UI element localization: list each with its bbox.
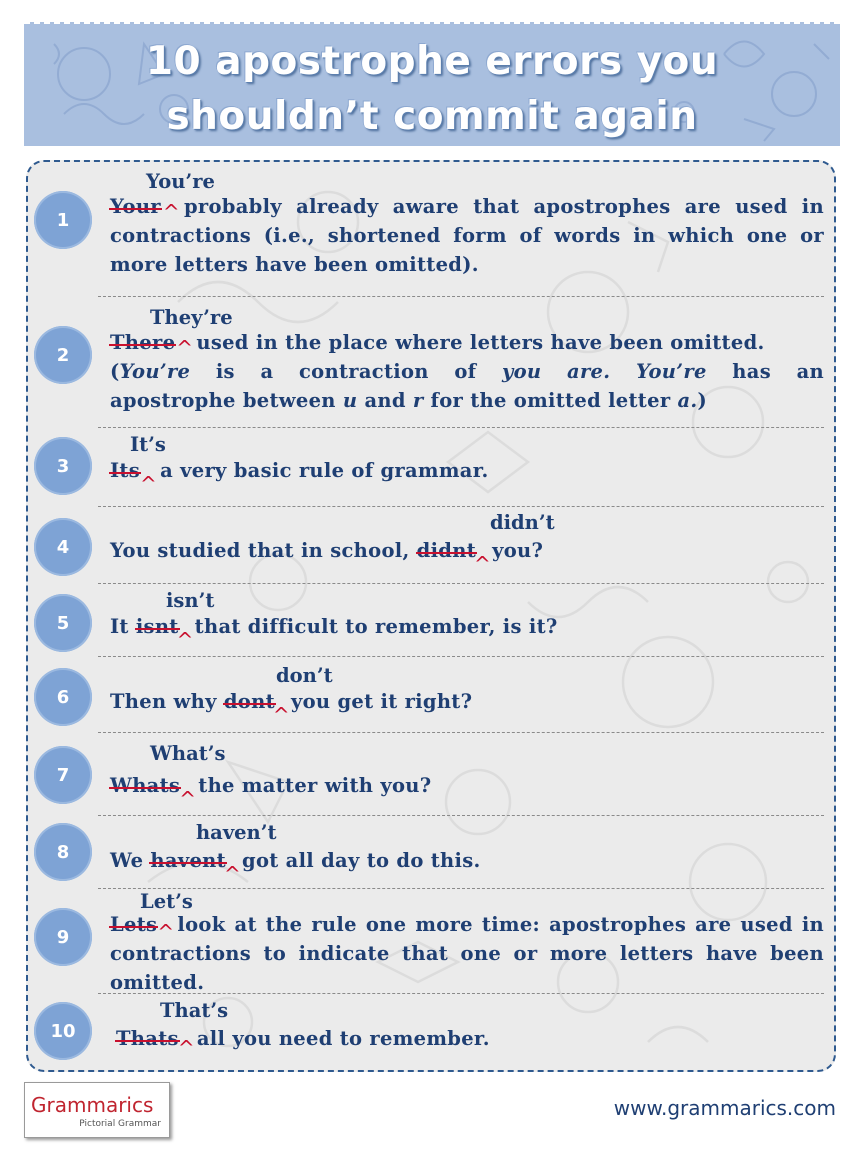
item-separator bbox=[98, 506, 824, 507]
correction-word: isn’t bbox=[166, 589, 215, 612]
item-number-badge: 5 bbox=[34, 594, 92, 652]
incorrect-word: Whats bbox=[110, 774, 181, 797]
sentence-text: has an bbox=[706, 360, 825, 383]
insertion-caret-icon: ^ bbox=[176, 336, 194, 360]
insertion-caret-icon: ^ bbox=[474, 552, 492, 576]
sentence-text: all you need to remember. bbox=[196, 1027, 490, 1050]
sentence-text: apostrophe between bbox=[110, 389, 343, 412]
item-text bbox=[110, 456, 824, 496]
content-panel bbox=[26, 160, 836, 1072]
page-title bbox=[24, 34, 840, 144]
sentence-text: is a contraction of bbox=[190, 360, 502, 383]
item-separator bbox=[98, 583, 824, 584]
incorrect-word: Its bbox=[110, 459, 141, 482]
sentence-text: that difficult to remember, is it? bbox=[194, 615, 558, 638]
item-number-badge: 8 bbox=[34, 823, 92, 881]
correction-word: That’s bbox=[160, 999, 229, 1022]
emphasis-text: you are. bbox=[502, 360, 611, 383]
incorrect-word: Your bbox=[110, 195, 161, 218]
correction-word: You’re bbox=[146, 170, 215, 193]
sentence-text: and bbox=[357, 389, 413, 412]
sentence-text: ( bbox=[110, 360, 120, 383]
correction-word: Let’s bbox=[140, 890, 193, 913]
incorrect-word: Lets bbox=[110, 913, 158, 936]
incorrect-word: didnt bbox=[416, 539, 477, 562]
correction-word: don’t bbox=[276, 664, 333, 687]
emphasis-text: u bbox=[342, 389, 358, 412]
item-separator bbox=[98, 815, 824, 816]
item-text bbox=[110, 192, 824, 279]
sentence-text: look at the rule one more time: apostrophes are used in contractions to indicate that one or more letters have been omitted. bbox=[110, 913, 824, 994]
item-number-badge: 7 bbox=[34, 746, 92, 804]
insertion-caret-icon: ^ bbox=[223, 862, 242, 886]
sentence-text: Then why bbox=[110, 690, 217, 713]
item-text bbox=[116, 1024, 830, 1060]
sentence-text: got all day to do this. bbox=[242, 849, 481, 872]
sentence-text: You studied that in school, bbox=[110, 539, 410, 562]
item-text bbox=[110, 687, 824, 727]
sentence-text: used in the place where letters have been omitted. bbox=[196, 331, 765, 354]
incorrect-word: dont bbox=[223, 690, 275, 713]
sentence-text: ) bbox=[697, 389, 708, 412]
sentence-text: It bbox=[110, 615, 129, 638]
sentence-text: you? bbox=[492, 539, 544, 562]
title-line-2: shouldn’t commit again bbox=[166, 94, 698, 139]
item-number-badge: 10 bbox=[34, 1002, 92, 1060]
correction-word: It’s bbox=[130, 433, 166, 456]
emphasis-text: r bbox=[412, 389, 424, 412]
item-separator bbox=[98, 732, 824, 733]
sentence-text: probably already aware that apostrophes are used in contractions (i.e., shortened form of words in which one or more letters have been omitted). bbox=[110, 195, 824, 276]
item-text bbox=[110, 771, 824, 811]
item-text bbox=[110, 328, 824, 415]
item-number-badge: 3 bbox=[34, 437, 92, 495]
item-separator bbox=[98, 427, 824, 428]
item-text bbox=[110, 612, 824, 652]
title-line-1: 10 apostrophe errors you bbox=[145, 39, 719, 84]
item-number-badge: 1 bbox=[34, 191, 92, 249]
insertion-caret-icon: ^ bbox=[179, 787, 197, 811]
item-number-badge: 6 bbox=[34, 668, 92, 726]
insertion-caret-icon: ^ bbox=[157, 920, 175, 944]
incorrect-word: isnt bbox=[135, 615, 179, 638]
insertion-caret-icon: ^ bbox=[140, 472, 158, 496]
sentence-text: We bbox=[110, 849, 144, 872]
incorrect-word: Thats bbox=[116, 1027, 179, 1050]
item-separator bbox=[98, 888, 824, 889]
emphasis-text: You’re bbox=[119, 360, 191, 383]
website-link[interactable]: www.grammarics.com bbox=[613, 1096, 836, 1120]
correction-word: They’re bbox=[150, 306, 233, 329]
insertion-caret-icon: ^ bbox=[176, 628, 194, 652]
sentence-text: you get it right? bbox=[290, 690, 473, 713]
incorrect-word: havent bbox=[150, 849, 226, 872]
insertion-caret-icon: ^ bbox=[177, 1036, 195, 1060]
item-separator bbox=[98, 656, 824, 657]
correction-word: haven’t bbox=[196, 821, 277, 844]
grammarics-logo[interactable] bbox=[24, 1082, 170, 1138]
emphasis-text: a. bbox=[677, 389, 698, 412]
insertion-caret-icon: ^ bbox=[272, 703, 290, 727]
item-number-badge: 4 bbox=[34, 518, 92, 576]
title-banner bbox=[24, 22, 840, 146]
logo-tagline: Pictorial Grammar bbox=[79, 1119, 161, 1129]
correction-word: What’s bbox=[150, 742, 226, 765]
emphasis-text: You’re bbox=[635, 360, 707, 383]
item-separator bbox=[98, 296, 824, 297]
incorrect-word: There bbox=[110, 331, 176, 354]
item-number-badge: 9 bbox=[34, 908, 92, 966]
item-text bbox=[110, 846, 824, 886]
item-text bbox=[110, 536, 824, 576]
insertion-caret-icon: ^ bbox=[162, 200, 180, 224]
item-text bbox=[110, 910, 824, 997]
sentence-text: a very basic rule of grammar. bbox=[160, 459, 489, 482]
item-number-badge: 2 bbox=[34, 326, 92, 384]
sentence-text: for the omitted letter bbox=[423, 389, 678, 412]
sentence-text: the matter with you? bbox=[198, 774, 432, 797]
sentence-text bbox=[610, 360, 636, 383]
correction-word: didn’t bbox=[490, 511, 555, 534]
logo-name: Grammarics bbox=[31, 1093, 154, 1117]
